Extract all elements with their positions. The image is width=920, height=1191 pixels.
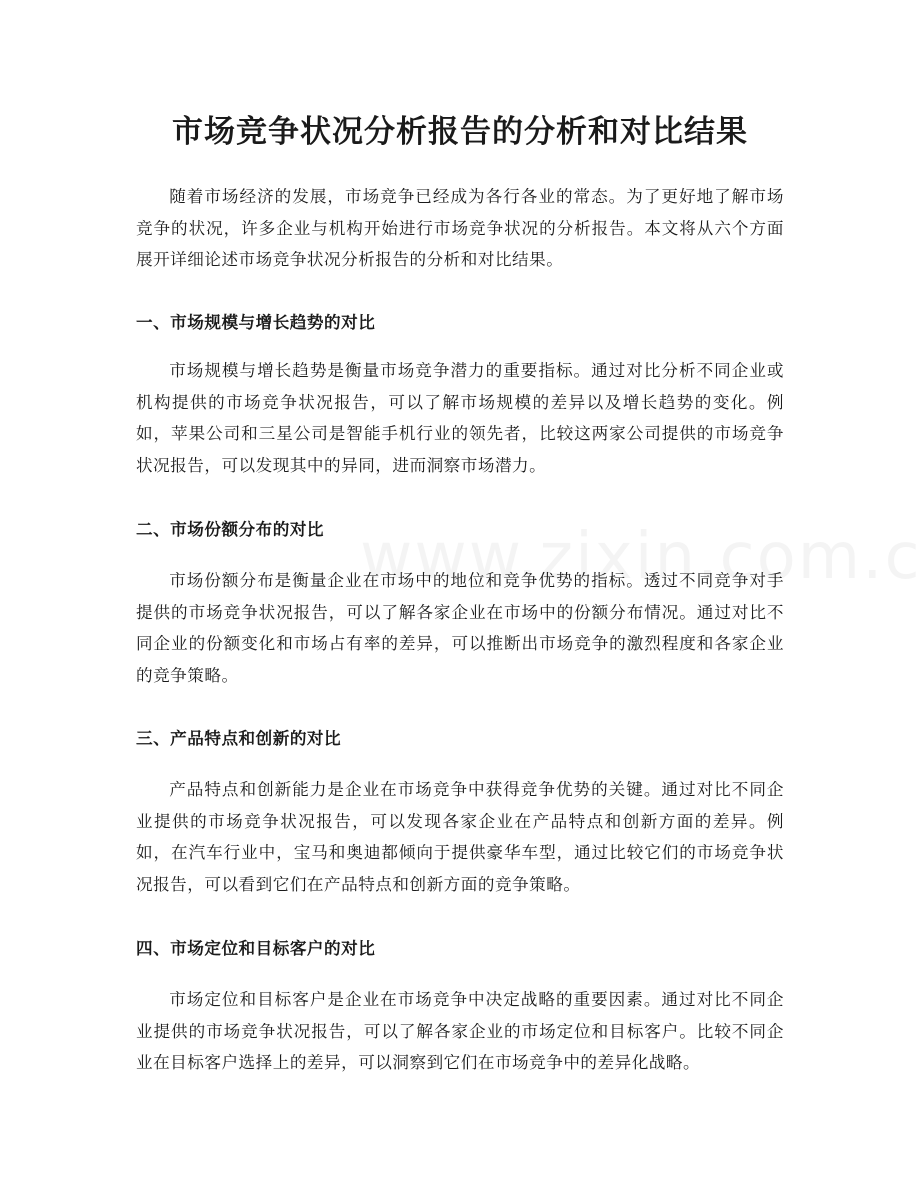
- section-body-1: 市场规模与增长趋势是衡量市场竞争潜力的重要指标。通过对比分析不同企业或机构提供的市场竞争状况报告，可以了解市场规模的差异以及增长趋势的变化。例如，苹果公司和三星公司是智能手机行业的领先者，比较这两家公司提供的市场竞争状况报告，可以发现其中的异同，进而洞察市场潜力。: [136, 361, 784, 475]
- intro-paragraph: 随着市场经济的发展，市场竞争已经成为各行各业的常态。为了更好地了解市场竞争的状况，许多企业与机构开始进行市场竞争状况的分析报告。本文将从六个方面展开详细论述市场竞争状况分析报告的分析和对比结果。: [136, 187, 784, 269]
- section-body-4: 市场定位和目标客户是企业在市场竞争中决定战略的重要因素。通过对比不同企业提供的市场竞争状况报告，可以了解各家企业的市场定位和目标客户。比较不同企业在目标客户选择上的差异，可以洞察到它们在市场竞争中的差异化战略。: [136, 990, 784, 1072]
- document-title: 市场竞争状况分析报告的分析和对比结果: [172, 114, 748, 150]
- section-heading-3: 三、产品特点和创新的对比: [136, 729, 342, 748]
- section-heading-4: 四、市场定位和目标客户的对比: [136, 939, 376, 958]
- section-heading-1: 一、市场规模与增长趋势的对比: [136, 313, 376, 332]
- section-body-2: 市场份额分布是衡量企业在市场中的地位和竞争优势的指标。透过不同竞争对手提供的市场竞争状况报告，可以了解各家企业在市场中的份额分布情况。通过对比不同企业的份额变化和市场占有率的差异，可以推断出市场竞争的激烈程度和各家企业的竞争策略。: [136, 571, 784, 685]
- section-heading-2: 二、市场份额分布的对比: [136, 520, 325, 539]
- section-body-3: 产品特点和创新能力是企业在市场竞争中获得竞争优势的关键。通过对比不同企业提供的市场竞争状况报告，可以发现各家企业在产品特点和创新方面的差异。例如，在汽车行业中，宝马和奥迪都倾向于提供豪华车型，通过比较它们的市场竞争状况报告，可以看到它们在产品特点和创新方面的竞争策略。: [136, 780, 784, 894]
